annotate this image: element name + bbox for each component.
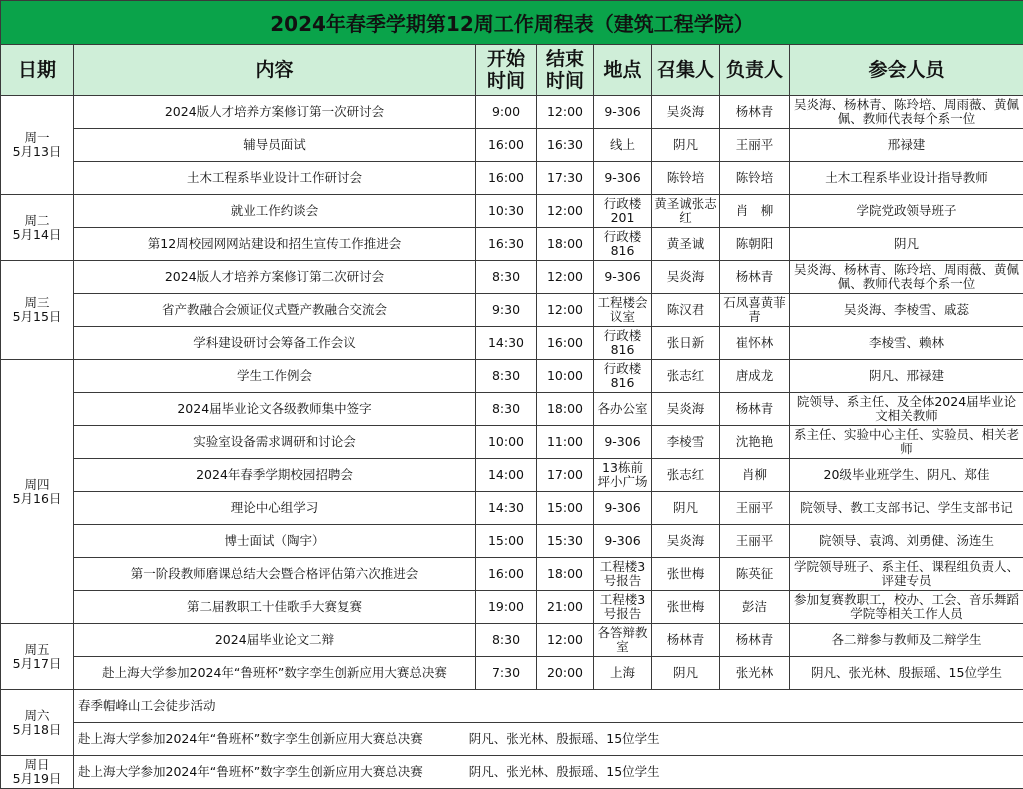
cell-start: 19:00 — [476, 591, 537, 624]
cell-convener: 张世梅 — [652, 558, 720, 591]
day-date: 5月14日 — [13, 227, 62, 242]
cell-attendees: 学院党政领导班子 — [790, 195, 1023, 228]
header-convener: 召集人 — [652, 45, 720, 96]
cell-place: 各答辩教室 — [594, 624, 652, 657]
cell-end: 12:00 — [537, 294, 594, 327]
cell-start: 16:00 — [476, 162, 537, 195]
day-date: 5月18日 — [13, 722, 62, 737]
cell-owner: 杨林青 — [720, 393, 790, 426]
cell-end: 17:30 — [537, 162, 594, 195]
cell-start: 9:00 — [476, 96, 537, 129]
cell-owner: 张光林 — [720, 657, 790, 690]
header-date: 日期 — [1, 45, 74, 96]
cell-convener: 张日新 — [652, 327, 720, 360]
cell-place: 各办公室 — [594, 393, 652, 426]
cell-owner: 石凤喜黄菲青 — [720, 294, 790, 327]
cell-attendees: 20级毕业班学生、阴凡、郑佳 — [790, 459, 1023, 492]
cell-content: 土木工程系毕业设计工作研讨会 — [74, 162, 476, 195]
cell-end: 16:00 — [537, 327, 594, 360]
table-row — [1, 294, 1023, 327]
cell-place: 工程楼会议室 — [594, 294, 652, 327]
day-date: 5月13日 — [13, 144, 62, 159]
table-row — [1, 558, 1023, 591]
day-weekday: 周六 — [24, 708, 49, 723]
cell-content: 2024版人才培养方案修订第一次研讨会 — [74, 96, 476, 129]
cell-content: 第12周校园网网站建设和招生宣传工作推进会 — [74, 228, 476, 261]
cell-place: 行政楼816 — [594, 360, 652, 393]
day-weekday: 周四 — [24, 477, 49, 492]
cell-place: 上海 — [594, 657, 652, 690]
table-row — [1, 261, 1023, 294]
cell-start: 16:30 — [476, 228, 537, 261]
cell-convener: 吴炎海 — [652, 261, 720, 294]
day-weekday: 周一 — [24, 130, 49, 145]
cell-end: 11:00 — [537, 426, 594, 459]
cell-convener: 黄圣诚张志红 — [652, 195, 720, 228]
cell-convener: 阴凡 — [652, 492, 720, 525]
cell-start: 10:30 — [476, 195, 537, 228]
cell-content: 实验室设备需求调研和讨论会 — [74, 426, 476, 459]
cell-end: 18:00 — [537, 558, 594, 591]
cell-place: 9-306 — [594, 525, 652, 558]
cell-content: 赴上海大学参加2024年“鲁班杯”数字孪生创新应用大赛总决赛 — [74, 657, 476, 690]
cell-owner: 肖柳 — [720, 459, 790, 492]
day-cell-saturday — [1, 690, 74, 756]
cell-attendees: 系主任、实验中心主任、实验员、相关老师 — [790, 426, 1023, 459]
cell-owner: 陈英征 — [720, 558, 790, 591]
day-weekday: 周五 — [24, 642, 49, 657]
cell-content: 2024届毕业论文二辩 — [74, 624, 476, 657]
cell-place: 行政楼816 — [594, 228, 652, 261]
table-row — [1, 525, 1023, 558]
cell-content: 第二届教职工十佳歌手大赛复赛 — [74, 591, 476, 624]
cell-place: 行政楼201 — [594, 195, 652, 228]
weekend-event-title: 赴上海大学参加2024年“鲁班杯”数字孪生创新应用大赛总决赛 — [78, 764, 423, 779]
cell-place: 9-306 — [594, 162, 652, 195]
table-row — [1, 624, 1023, 657]
cell-place: 9-306 — [594, 492, 652, 525]
header-end-time: 结束时间 — [537, 45, 594, 96]
day-weekday: 周三 — [24, 295, 49, 310]
cell-attendees: 土木工程系毕业设计指导教师 — [790, 162, 1023, 195]
table-row — [1, 492, 1023, 525]
cell-attendees: 院领导、教工支部书记、学生支部书记 — [790, 492, 1023, 525]
day-date: 5月15日 — [13, 309, 62, 324]
cell-start: 14:30 — [476, 327, 537, 360]
cell-start: 8:30 — [476, 393, 537, 426]
cell-end: 15:00 — [537, 492, 594, 525]
day-cell-sunday — [1, 756, 74, 789]
table-row — [1, 129, 1023, 162]
cell-owner: 崔怀林 — [720, 327, 790, 360]
cell-attendees: 学院领导班子、系主任、课程组负责人、评建专员 — [790, 558, 1023, 591]
cell-start: 10:00 — [476, 426, 537, 459]
cell-owner: 沈艳艳 — [720, 426, 790, 459]
cell-start: 8:30 — [476, 360, 537, 393]
cell-owner: 彭洁 — [720, 591, 790, 624]
cell-start: 15:00 — [476, 525, 537, 558]
table-row — [1, 657, 1023, 690]
cell-content: 第一阶段教师磨课总结大会暨合格评估第六次推进会 — [74, 558, 476, 591]
cell-content: 学生工作例会 — [74, 360, 476, 393]
cell-content: 辅导员面试 — [74, 129, 476, 162]
cell-place: 线上 — [594, 129, 652, 162]
cell-content: 博士面试（陶宇） — [74, 525, 476, 558]
cell-owner: 陈朝阳 — [720, 228, 790, 261]
cell-attendees: 阴凡 — [790, 228, 1023, 261]
table-row — [1, 327, 1023, 360]
cell-attendees: 李棱雪、赖林 — [790, 327, 1023, 360]
cell-convener: 张志红 — [652, 459, 720, 492]
cell-place: 9-306 — [594, 96, 652, 129]
header-start-time: 开始时间 — [476, 45, 537, 96]
header-content: 内容 — [74, 45, 476, 96]
cell-convener: 吴炎海 — [652, 393, 720, 426]
cell-convener: 张志红 — [652, 360, 720, 393]
day-date: 5月17日 — [13, 656, 62, 671]
cell-end: 10:00 — [537, 360, 594, 393]
cell-end: 17:00 — [537, 459, 594, 492]
cell-start: 9:30 — [476, 294, 537, 327]
cell-end: 12:00 — [537, 96, 594, 129]
cell-start: 8:30 — [476, 261, 537, 294]
cell-end: 12:00 — [537, 195, 594, 228]
cell-end: 18:00 — [537, 228, 594, 261]
day-cell-wednesday — [1, 261, 74, 360]
table-row — [1, 393, 1023, 426]
cell-content: 2024届毕业论文各级教师集中签字 — [74, 393, 476, 426]
cell-attendees: 吴炎海、杨林青、陈玲培、周雨薇、黄佩佩、教师代表每个系一位 — [790, 96, 1023, 129]
cell-owner: 肖 柳 — [720, 195, 790, 228]
cell-start: 14:30 — [476, 492, 537, 525]
cell-end: 21:00 — [537, 591, 594, 624]
cell-attendees: 吴炎海、杨林青、陈玲培、周雨薇、黄佩佩、教师代表每个系一位 — [790, 261, 1023, 294]
weekend-event — [74, 723, 1023, 756]
cell-content: 省产教融合会颁证仪式暨产教融合交流会 — [74, 294, 476, 327]
cell-convener: 陈铃培 — [652, 162, 720, 195]
table-row — [1, 591, 1023, 624]
cell-place: 行政楼816 — [594, 327, 652, 360]
cell-attendees: 阴凡、张光林、殷振瑶、15位学生 — [790, 657, 1023, 690]
cell-start: 14:00 — [476, 459, 537, 492]
table-row — [1, 162, 1023, 195]
cell-content: 学科建设研讨会筹备工作会议 — [74, 327, 476, 360]
cell-convener: 李棱雪 — [652, 426, 720, 459]
cell-place: 9-306 — [594, 261, 652, 294]
cell-convener: 杨林青 — [652, 624, 720, 657]
cell-convener: 阴凡 — [652, 657, 720, 690]
cell-end: 15:30 — [537, 525, 594, 558]
cell-convener: 阴凡 — [652, 129, 720, 162]
cell-owner: 陈铃培 — [720, 162, 790, 195]
page-title: 2024年春季学期第12周工作周程表（建筑工程学院） — [1, 1, 1023, 45]
cell-attendees: 院领导、袁鸿、刘勇健、汤连生 — [790, 525, 1023, 558]
cell-attendees: 邢禄建 — [790, 129, 1023, 162]
cell-place: 13栋前坪小广场 — [594, 459, 652, 492]
cell-attendees: 阴凡、邢禄建 — [790, 360, 1023, 393]
day-cell-monday — [1, 96, 74, 195]
cell-convener: 黄圣诚 — [652, 228, 720, 261]
cell-content: 2024年春季学期校园招聘会 — [74, 459, 476, 492]
cell-attendees: 院领导、系主任、及全体2024届毕业论文相关教师 — [790, 393, 1023, 426]
cell-content: 2024版人才培养方案修订第二次研讨会 — [74, 261, 476, 294]
cell-owner: 杨林青 — [720, 624, 790, 657]
weekend-event-people: 阴凡、张光林、殷振瑶、15位学生 — [469, 731, 660, 746]
cell-content: 就业工作约谈会 — [74, 195, 476, 228]
day-cell-friday — [1, 624, 74, 690]
cell-place: 工程楼3号报告 — [594, 558, 652, 591]
cell-owner: 王丽平 — [720, 525, 790, 558]
cell-start: 8:30 — [476, 624, 537, 657]
cell-end: 18:00 — [537, 393, 594, 426]
weekend-event-people: 阴凡、张光林、殷振瑶、15位学生 — [469, 764, 660, 779]
cell-owner: 唐成龙 — [720, 360, 790, 393]
cell-end: 20:00 — [537, 657, 594, 690]
day-date: 5月19日 — [13, 771, 62, 786]
cell-end: 12:00 — [537, 624, 594, 657]
table-row — [1, 723, 1023, 756]
table-row — [1, 360, 1023, 393]
cell-convener: 吴炎海 — [652, 96, 720, 129]
cell-owner: 杨林青 — [720, 261, 790, 294]
cell-end: 12:00 — [537, 261, 594, 294]
cell-end: 16:30 — [537, 129, 594, 162]
cell-start: 7:30 — [476, 657, 537, 690]
cell-start: 16:00 — [476, 129, 537, 162]
day-weekday: 周日 — [24, 757, 49, 772]
cell-attendees: 各二辩参与教师及二辩学生 — [790, 624, 1023, 657]
table-row — [1, 756, 1023, 789]
day-cell-thursday — [1, 360, 74, 624]
day-date: 5月16日 — [13, 491, 62, 506]
table-row — [1, 228, 1023, 261]
cell-convener: 陈汉君 — [652, 294, 720, 327]
cell-convener: 张世梅 — [652, 591, 720, 624]
cell-place: 9-306 — [594, 426, 652, 459]
cell-owner: 杨林青 — [720, 96, 790, 129]
weekend-event: 春季帽峰山工会徒步活动 — [74, 690, 1023, 723]
header-place: 地点 — [594, 45, 652, 96]
day-weekday: 周二 — [24, 213, 49, 228]
weekend-event — [74, 756, 1023, 789]
cell-owner: 王丽平 — [720, 492, 790, 525]
table-row — [1, 426, 1023, 459]
cell-content: 理论中心组学习 — [74, 492, 476, 525]
cell-attendees: 参加复赛教职工，校办、工会、音乐舞蹈学院等相关工作人员 — [790, 591, 1023, 624]
table-row — [1, 195, 1023, 228]
cell-place: 工程楼3号报告 — [594, 591, 652, 624]
cell-attendees: 吴炎海、李棱雪、戚蕊 — [790, 294, 1023, 327]
cell-owner: 王丽平 — [720, 129, 790, 162]
weekend-event-title: 赴上海大学参加2024年“鲁班杯”数字孪生创新应用大赛总决赛 — [78, 731, 423, 746]
header-owner: 负责人 — [720, 45, 790, 96]
table-row — [1, 690, 1023, 723]
day-cell-tuesday — [1, 195, 74, 261]
table-row — [1, 96, 1023, 129]
header-attendees: 参会人员 — [790, 45, 1023, 96]
table-row — [1, 459, 1023, 492]
cell-convener: 吴炎海 — [652, 525, 720, 558]
cell-start: 16:00 — [476, 558, 537, 591]
